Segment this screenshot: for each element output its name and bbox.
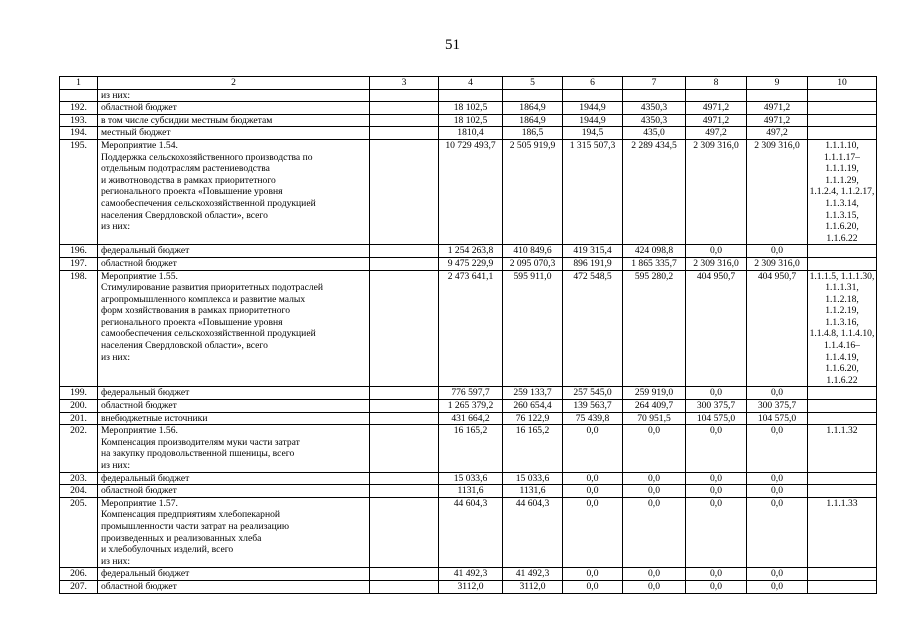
amount-cell: 0,0 — [623, 580, 686, 593]
table-row — [60, 89, 877, 102]
column-3-cell — [370, 485, 439, 498]
column-3-cell — [370, 412, 439, 425]
table-row — [60, 568, 877, 581]
amount-cell: 896 191,9 — [563, 257, 623, 270]
target-indicators-cell — [808, 89, 877, 102]
amount-cell: 44 604,3 — [503, 497, 563, 568]
amount-cell: 257 545,0 — [563, 387, 623, 400]
amount-cell: 18 102,5 — [439, 114, 503, 127]
amount-cell: 2 473 641,1 — [439, 270, 503, 387]
amount-cell: 1 254 263,8 — [439, 245, 503, 258]
amount-cell: 15 033,6 — [439, 472, 503, 485]
amount-cell: 139 563,7 — [563, 400, 623, 413]
amount-cell: 1 265 379,2 — [439, 400, 503, 413]
column-3-cell — [370, 568, 439, 581]
row-number-cell: 195. — [60, 139, 98, 244]
column-3-cell — [370, 257, 439, 270]
row-number-cell: 196. — [60, 245, 98, 258]
amount-cell: 1864,9 — [503, 114, 563, 127]
row-name-cell: областной бюджет — [98, 580, 370, 593]
table-row — [60, 102, 877, 115]
amount-cell — [747, 89, 808, 102]
table-row — [60, 580, 877, 593]
table-row — [60, 127, 877, 140]
amount-cell: 44 604,3 — [439, 497, 503, 568]
column-3-cell — [370, 425, 439, 472]
row-number-cell: 203. — [60, 472, 98, 485]
amount-cell: 0,0 — [563, 472, 623, 485]
target-indicators-cell — [808, 580, 877, 593]
column-3-cell — [370, 472, 439, 485]
column-3-cell — [370, 400, 439, 413]
row-name-cell: областной бюджет — [98, 257, 370, 270]
amount-cell: 2 289 434,5 — [623, 139, 686, 244]
page-number: 51 — [445, 37, 460, 53]
amount-cell: 2 505 919,9 — [503, 139, 563, 244]
amount-cell: 0,0 — [563, 580, 623, 593]
row-number-cell — [60, 89, 98, 102]
row-name-cell: федеральный бюджет — [98, 472, 370, 485]
amount-cell: 0,0 — [747, 485, 808, 498]
row-name-cell: областной бюджет — [98, 102, 370, 115]
column-header: 6 — [563, 77, 623, 90]
target-indicators-cell — [808, 472, 877, 485]
amount-cell: 0,0 — [686, 425, 747, 472]
amount-cell: 472 548,5 — [563, 270, 623, 387]
amount-cell: 194,5 — [563, 127, 623, 140]
amount-cell: 4971,2 — [686, 114, 747, 127]
amount-cell: 497,2 — [747, 127, 808, 140]
amount-cell: 259 919,0 — [623, 387, 686, 400]
row-number-cell: 205. — [60, 497, 98, 568]
row-name-cell: федеральный бюджет — [98, 387, 370, 400]
amount-cell: 259 133,7 — [503, 387, 563, 400]
target-indicators-cell: 1.1.1.10, 1.1.1.17– 1.1.1.19, 1.1.1.29, 1.1.2.4, 1.1.2.17, 1.1.3.14, 1.1.3.15, 1.1.6.20, 1.1.6.22 — [808, 139, 877, 244]
row-name-cell: в том числе субсидии местным бюджетам — [98, 114, 370, 127]
amount-cell: 1944,9 — [563, 114, 623, 127]
amount-cell: 4971,2 — [747, 102, 808, 115]
table-row — [60, 497, 877, 568]
row-number-cell: 199. — [60, 387, 98, 400]
amount-cell: 41 492,3 — [439, 568, 503, 581]
amount-cell: 15 033,6 — [503, 472, 563, 485]
table-row — [60, 400, 877, 413]
amount-cell: 76 122,9 — [503, 412, 563, 425]
amount-cell: 300 375,7 — [747, 400, 808, 413]
column-3-cell — [370, 127, 439, 140]
target-indicators-cell — [808, 257, 877, 270]
column-3-cell — [370, 497, 439, 568]
target-indicators-cell: 1.1.1.32 — [808, 425, 877, 472]
column-3-cell — [370, 270, 439, 387]
row-name-cell: федеральный бюджет — [98, 245, 370, 258]
amount-cell: 424 098,8 — [623, 245, 686, 258]
row-name-cell: федеральный бюджет — [98, 568, 370, 581]
amount-cell: 0,0 — [623, 497, 686, 568]
row-number-cell: 192. — [60, 102, 98, 115]
amount-cell: 1131,6 — [503, 485, 563, 498]
table-row — [60, 412, 877, 425]
amount-cell — [686, 89, 747, 102]
column-3-cell — [370, 580, 439, 593]
table-row — [60, 114, 877, 127]
amount-cell: 104 575,0 — [747, 412, 808, 425]
amount-cell: 0,0 — [623, 485, 686, 498]
row-name-cell: Мероприятие 1.56. Компенсация производителям муки части затрат на закупку продовольственной пшеницы, всего из них: — [98, 425, 370, 472]
amount-cell: 419 315,4 — [563, 245, 623, 258]
amount-cell: 0,0 — [686, 580, 747, 593]
amount-cell: 4971,2 — [747, 114, 808, 127]
amount-cell: 0,0 — [623, 568, 686, 581]
amount-cell: 2 309 316,0 — [686, 257, 747, 270]
amount-cell: 435,0 — [623, 127, 686, 140]
amount-cell — [503, 89, 563, 102]
amount-cell: 260 654,4 — [503, 400, 563, 413]
row-name-cell: областной бюджет — [98, 485, 370, 498]
target-indicators-cell: 1.1.1.33 — [808, 497, 877, 568]
table-header-row — [60, 77, 877, 90]
table-row — [60, 257, 877, 270]
table-row — [60, 270, 877, 387]
amount-cell: 776 597,7 — [439, 387, 503, 400]
column-header: 8 — [686, 77, 747, 90]
amount-cell: 4350,3 — [623, 102, 686, 115]
amount-cell: 2 309 316,0 — [747, 139, 808, 244]
amount-cell: 431 664,2 — [439, 412, 503, 425]
amount-cell: 75 439,8 — [563, 412, 623, 425]
amount-cell: 410 849,6 — [503, 245, 563, 258]
column-3-cell — [370, 102, 439, 115]
row-name-cell: внебюджетные источники — [98, 412, 370, 425]
row-number-cell: 204. — [60, 485, 98, 498]
amount-cell: 2 095 070,3 — [503, 257, 563, 270]
amount-cell: 0,0 — [686, 485, 747, 498]
row-name-cell: Мероприятие 1.54. Поддержка сельскохозяйственного производства по отдельным подотраслям растениеводства и животноводства в рамках приоритетного регионального проекта «Повышение уровня самообеспечения сельскохозяйственной продукцией населения Свердловской области», всего из них: — [98, 139, 370, 244]
table-row — [60, 425, 877, 472]
target-indicators-cell — [808, 387, 877, 400]
column-header: 10 — [808, 77, 877, 90]
row-number-cell: 194. — [60, 127, 98, 140]
column-header: 4 — [439, 77, 503, 90]
target-indicators-cell: 1.1.1.5, 1.1.1.30, 1.1.1.31, 1.1.2.18, 1.1.2.19, 1.1.3.16, 1.1.4.8, 1.1.4.10, 1.1.4.16–1.1.4.19, 1.1.6.20, 1.1.6.22 — [808, 270, 877, 387]
column-header: 2 — [98, 77, 370, 90]
amount-cell: 0,0 — [686, 387, 747, 400]
amount-cell: 186,5 — [503, 127, 563, 140]
column-header: 7 — [623, 77, 686, 90]
target-indicators-cell — [808, 568, 877, 581]
target-indicators-cell — [808, 127, 877, 140]
table-row — [60, 472, 877, 485]
amount-cell: 16 165,2 — [503, 425, 563, 472]
row-number-cell: 207. — [60, 580, 98, 593]
column-3-cell — [370, 139, 439, 244]
column-header: 1 — [60, 77, 98, 90]
amount-cell: 0,0 — [563, 425, 623, 472]
target-indicators-cell — [808, 412, 877, 425]
row-number-cell: 202. — [60, 425, 98, 472]
table-row — [60, 387, 877, 400]
row-name-cell: из них: — [98, 89, 370, 102]
table-row — [60, 485, 877, 498]
amount-cell: 0,0 — [686, 568, 747, 581]
amount-cell: 0,0 — [563, 497, 623, 568]
amount-cell: 41 492,3 — [503, 568, 563, 581]
amount-cell: 18 102,5 — [439, 102, 503, 115]
row-number-cell: 200. — [60, 400, 98, 413]
column-3-cell — [370, 387, 439, 400]
amount-cell — [439, 89, 503, 102]
amount-cell: 104 575,0 — [686, 412, 747, 425]
amount-cell: 2 309 316,0 — [747, 257, 808, 270]
row-number-cell: 193. — [60, 114, 98, 127]
column-header: 3 — [370, 77, 439, 90]
amount-cell: 3112,0 — [503, 580, 563, 593]
row-number-cell: 198. — [60, 270, 98, 387]
amount-cell: 0,0 — [747, 580, 808, 593]
column-header: 9 — [747, 77, 808, 90]
column-header: 5 — [503, 77, 563, 90]
amount-cell: 70 951,5 — [623, 412, 686, 425]
amount-cell: 16 165,2 — [439, 425, 503, 472]
amount-cell: 4350,3 — [623, 114, 686, 127]
row-name-cell: Мероприятие 1.55. Стимулирование развития приоритетных подотраслей агропромышленного комплекса и развитие малых форм хозяйствования в рамках приоритетного регионального проекта «Повышение уровня самообеспечения сельскохозяйственной продукцией населения Свердловской области», всего из них: — [98, 270, 370, 387]
amount-cell: 3112,0 — [439, 580, 503, 593]
row-name-cell: областной бюджет — [98, 400, 370, 413]
column-3-cell — [370, 89, 439, 102]
amount-cell: 10 729 493,7 — [439, 139, 503, 244]
amount-cell: 2 309 316,0 — [686, 139, 747, 244]
amount-cell: 0,0 — [686, 497, 747, 568]
budget-table — [59, 76, 877, 594]
target-indicators-cell — [808, 485, 877, 498]
amount-cell: 1944,9 — [563, 102, 623, 115]
target-indicators-cell — [808, 400, 877, 413]
amount-cell: 264 409,7 — [623, 400, 686, 413]
row-number-cell: 206. — [60, 568, 98, 581]
amount-cell: 0,0 — [747, 245, 808, 258]
row-number-cell: 201. — [60, 412, 98, 425]
target-indicators-cell — [808, 245, 877, 258]
amount-cell: 0,0 — [623, 472, 686, 485]
amount-cell: 0,0 — [686, 245, 747, 258]
amount-cell: 0,0 — [623, 425, 686, 472]
amount-cell: 1810,4 — [439, 127, 503, 140]
column-3-cell — [370, 245, 439, 258]
amount-cell: 497,2 — [686, 127, 747, 140]
amount-cell — [563, 89, 623, 102]
table-row — [60, 139, 877, 244]
amount-cell: 404 950,7 — [747, 270, 808, 387]
amount-cell: 404 950,7 — [686, 270, 747, 387]
amount-cell: 9 475 229,9 — [439, 257, 503, 270]
row-number-cell: 197. — [60, 257, 98, 270]
target-indicators-cell — [808, 114, 877, 127]
amount-cell: 0,0 — [686, 472, 747, 485]
amount-cell: 0,0 — [747, 387, 808, 400]
amount-cell: 1864,9 — [503, 102, 563, 115]
amount-cell: 0,0 — [747, 425, 808, 472]
row-name-cell: Мероприятие 1.57. Компенсация предприятиям хлебопекарной промышленности части затрат на реализацию произведенных и реализованных хлеба и хлебобулочных изделий, всего из них: — [98, 497, 370, 568]
amount-cell: 1 865 335,7 — [623, 257, 686, 270]
row-name-cell: местный бюджет — [98, 127, 370, 140]
amount-cell: 0,0 — [747, 472, 808, 485]
amount-cell: 1131,6 — [439, 485, 503, 498]
amount-cell: 1 315 507,3 — [563, 139, 623, 244]
amount-cell: 300 375,7 — [686, 400, 747, 413]
amount-cell: 0,0 — [563, 568, 623, 581]
amount-cell: 595 911,0 — [503, 270, 563, 387]
amount-cell: 0,0 — [563, 485, 623, 498]
target-indicators-cell — [808, 102, 877, 115]
column-3-cell — [370, 114, 439, 127]
table-row — [60, 245, 877, 258]
amount-cell: 4971,2 — [686, 102, 747, 115]
amount-cell: 0,0 — [747, 497, 808, 568]
amount-cell: 0,0 — [747, 568, 808, 581]
amount-cell: 595 280,2 — [623, 270, 686, 387]
amount-cell — [623, 89, 686, 102]
